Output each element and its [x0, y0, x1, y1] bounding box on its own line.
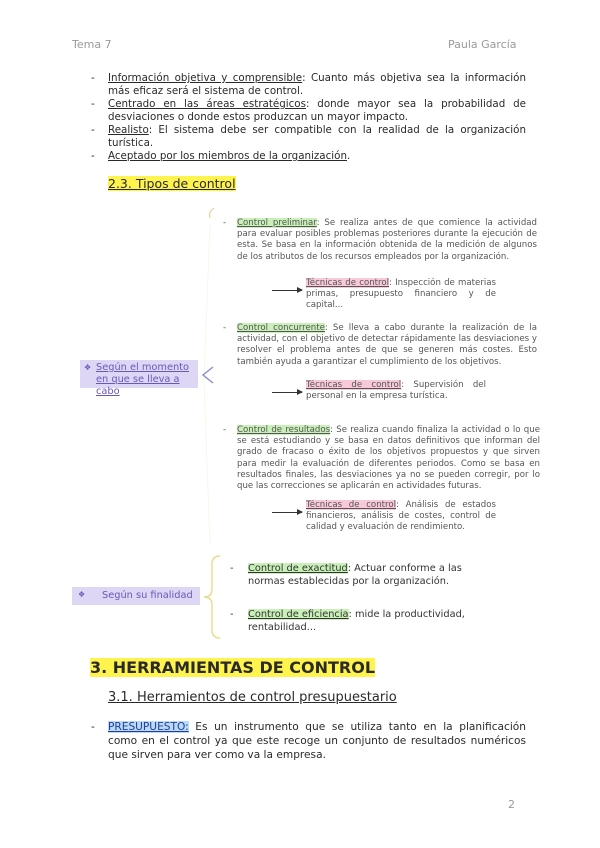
section-heading: 2.3. Tipos de control — [108, 176, 236, 191]
diamond-bullet-icon: ❖ — [78, 590, 86, 599]
list-item: - Aceptado por los miembros de la organización. — [91, 150, 351, 162]
control-concurrente: - Control concurrente: Se lleva a cabo durante la realización de la actividad, con el objetivo de detectar rápidamente las desviaciones y resolver el problema antes de que se generen más costes. Esto también ayuda a garantizar el cumplimiento de los objetivos. — [223, 323, 537, 367]
control-resultados: - Control de resultados: Se realiza cuando finaliza la actividad o lo que se está estudiando y se basa en datos definitivos que informan del grado de fracaso o éxito de los objetivos propuestos y que sirven para medir la evaluación de diferentes periodos. Como se basa en resultados finales, las desviaciones ya no se pueden corregir, por lo que las correcciones se aplicarán en actividades futuras. — [223, 425, 540, 492]
list-item: - Información objetiva y comprensible: Cuanto más objetiva sea la información más eficaz será el sistema de control. — [91, 72, 526, 97]
subsection-heading: 3.1. Herramientos de control presupuestario — [108, 690, 397, 705]
category-finalidad-label: Según su finalidad — [102, 590, 193, 601]
presupuesto-paragraph: - PRESUPUESTO: Es un instrumento que se utiliza tanto en la planificación como en el control ya que este recoge un conjunto de resultados numéricos que sirven para ver como va la empresa. — [91, 721, 526, 761]
brace-finalidad — [200, 554, 224, 640]
page-number: 2 — [508, 798, 515, 811]
header-author: Paula García — [448, 38, 517, 51]
tecnicas-preliminar: Técnicas de control: Inspección de materias primas, presupuesto financiero y de capital... — [306, 278, 496, 311]
category-momento-label: Según el momento en que se lleva a cabo — [96, 362, 190, 397]
arrow-icon — [272, 290, 302, 291]
list-item: - Realisto: El sistema debe ser compatible con la realidad de la organización turística. — [91, 124, 526, 149]
tecnicas-resultados: Técnicas de control: Análisis de estados financieros, análisis de costes, control de calidad y evaluación de rendimiento. — [306, 500, 496, 533]
control-eficiencia: - Control de eficiencia: mide la productividad, rentabilidad... — [230, 609, 465, 633]
diamond-bullet-icon: ❖ — [84, 363, 92, 372]
chapter-heading: 3. HERRAMIENTAS DE CONTROL — [90, 658, 376, 677]
control-preliminar: - Control preliminar: Se realiza antes de que comience la actividad para evaluar posibles problemas posteriores durante la ejecución de esta. Se basa en la información obtenida de la medición de algunos de los atributos de los recursos empleados por la organización. — [223, 218, 537, 262]
control-exactitud: - Control de exactitud: Actuar conforme a las normas establecidas por la organización. — [230, 563, 462, 587]
list-item: - Centrado en las áreas estratégicos: donde mayor sea la probabilidad de desviaciones o donde estos produzcan un mayor impacto. — [91, 98, 526, 123]
tecnicas-concurrente: Técnicas de control: Supervisión del personal en la empresa turística. — [306, 380, 486, 402]
header-topic: Tema 7 — [72, 38, 112, 51]
arrow-icon — [272, 392, 302, 393]
chevron-left-icon — [198, 365, 218, 385]
arrow-icon — [272, 512, 302, 513]
